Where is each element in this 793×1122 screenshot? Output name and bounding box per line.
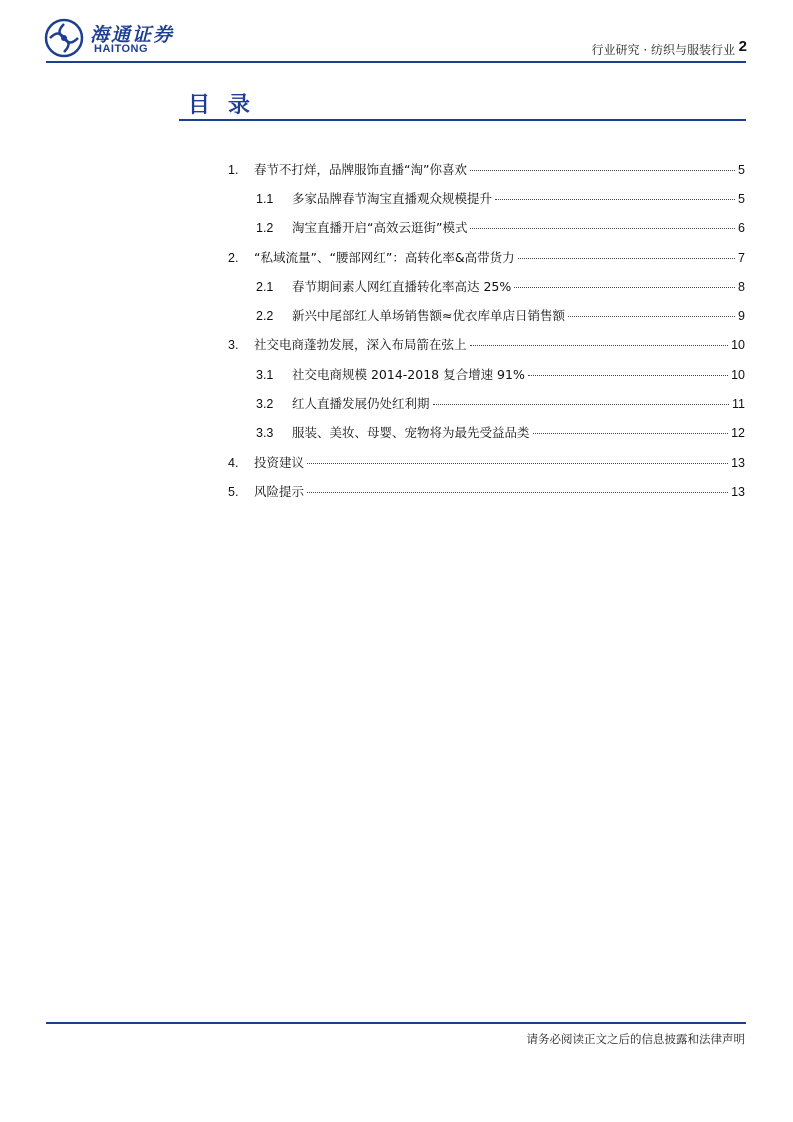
page-header [0,0,793,70]
toc-leader-dots [495,199,735,200]
toc-leader-dots [514,287,735,288]
toc-entry-label: 投资建议 [254,455,305,470]
toc-leader-dots [470,345,729,346]
toc-entry-page: 13 [731,456,745,470]
toc-entry-number: 3.3 [256,426,274,440]
toc-entry-number: 1.1 [256,192,274,206]
toc-entry-3-1[interactable] [256,365,745,387]
toc-entry-1-1[interactable] [256,189,745,211]
toc-title: 目录 [188,93,269,118]
toc-entry-2[interactable] [228,248,745,270]
toc-entry-number: 2.2 [256,309,274,323]
toc-entry-page: 6 [738,221,745,235]
toc-entry-1-2[interactable] [256,218,745,240]
toc-entry-1[interactable] [228,160,745,182]
toc-leader-dots [307,492,728,493]
toc-entry-label: 服装、美妆、母婴、宠物将为最先受益品类 [292,425,530,440]
toc-title-divider [179,119,746,121]
header-divider [46,61,746,63]
toc-entry-3[interactable] [228,335,745,357]
logo-chinese-text: 海通证券 [90,24,175,46]
toc-entry-number: 3.1 [256,368,274,382]
toc-entry-number: 2. [228,251,239,265]
toc-entry-page: 10 [731,368,745,382]
toc-entry-page: 5 [738,163,745,177]
toc-entry-2-2[interactable] [256,306,745,328]
toc-entry-number: 3.2 [256,397,274,411]
toc-entry-3-3[interactable] [256,423,745,445]
toc-entry-label: 淘宝直播开启“高效云逛街”模式 [292,220,468,235]
toc-entry-3-2[interactable] [256,394,745,416]
toc-entry-label: 风险提示 [254,484,305,499]
toc-leader-dots [470,170,735,171]
toc-entry-label: 春节不打烊，品牌服饰直播“淘”你喜欢 [254,162,467,177]
toc-entry-page: 9 [738,309,745,323]
toc-entry-page: 10 [731,338,745,352]
toc-entry-5[interactable] [228,482,745,504]
toc-entry-number: 3. [228,338,239,352]
toc-entry-page: 8 [738,280,745,294]
page-number: 2 [738,38,747,55]
toc-entry-label: 红人直播发展仍处红利期 [292,396,430,411]
logo-english-text: HAITONG [94,43,149,55]
footer-divider [46,1022,746,1024]
haitong-emblem-icon [44,18,84,58]
toc-entry-page: 5 [738,192,745,206]
toc-entry-number: 1.2 [256,221,274,235]
toc-entry-number: 4. [228,456,239,470]
haitong-logo [44,18,184,58]
toc-entry-label: 新兴中尾部红人单场销售额≈优衣库单店日销售额 [292,308,565,323]
toc-entry-label: 社交电商规模 2014-2018 复合增速 91% [292,367,525,382]
toc-entry-label: 社交电商蓬勃发展，深入布局箭在弦上 [254,337,467,352]
toc-entry-number: 5. [228,485,239,499]
toc-leader-dots [307,463,728,464]
toc-entry-page: 11 [732,397,745,411]
toc-leader-dots [470,228,735,229]
toc-entry-number: 2.1 [256,280,274,294]
toc-leader-dots [533,433,729,434]
toc-entry-page: 7 [738,251,745,265]
toc-entry-label: 多家品牌春节淘宝直播观众规模提升 [292,191,493,206]
header-section-label: 行业研究 · 纺织与服装行业 [591,43,735,57]
toc-leader-dots [528,375,728,376]
toc-leader-dots [518,258,735,259]
toc-entry-4[interactable] [228,453,745,475]
toc-entry-2-1[interactable] [256,277,745,299]
toc-entry-number: 1. [228,163,239,177]
toc-entry-page: 12 [731,426,745,440]
toc-leader-dots [433,404,730,405]
toc-entry-label: “私域流量”、“腰部网红”：高转化率&高带货力 [254,250,515,265]
toc-entry-label: 春节期间素人网红直播转化率高达 25% [292,279,512,294]
footer-disclaimer: 请务必阅读正文之后的信息披露和法律声明 [526,1032,745,1046]
toc-entry-page: 13 [731,485,745,499]
toc-leader-dots [568,316,735,317]
